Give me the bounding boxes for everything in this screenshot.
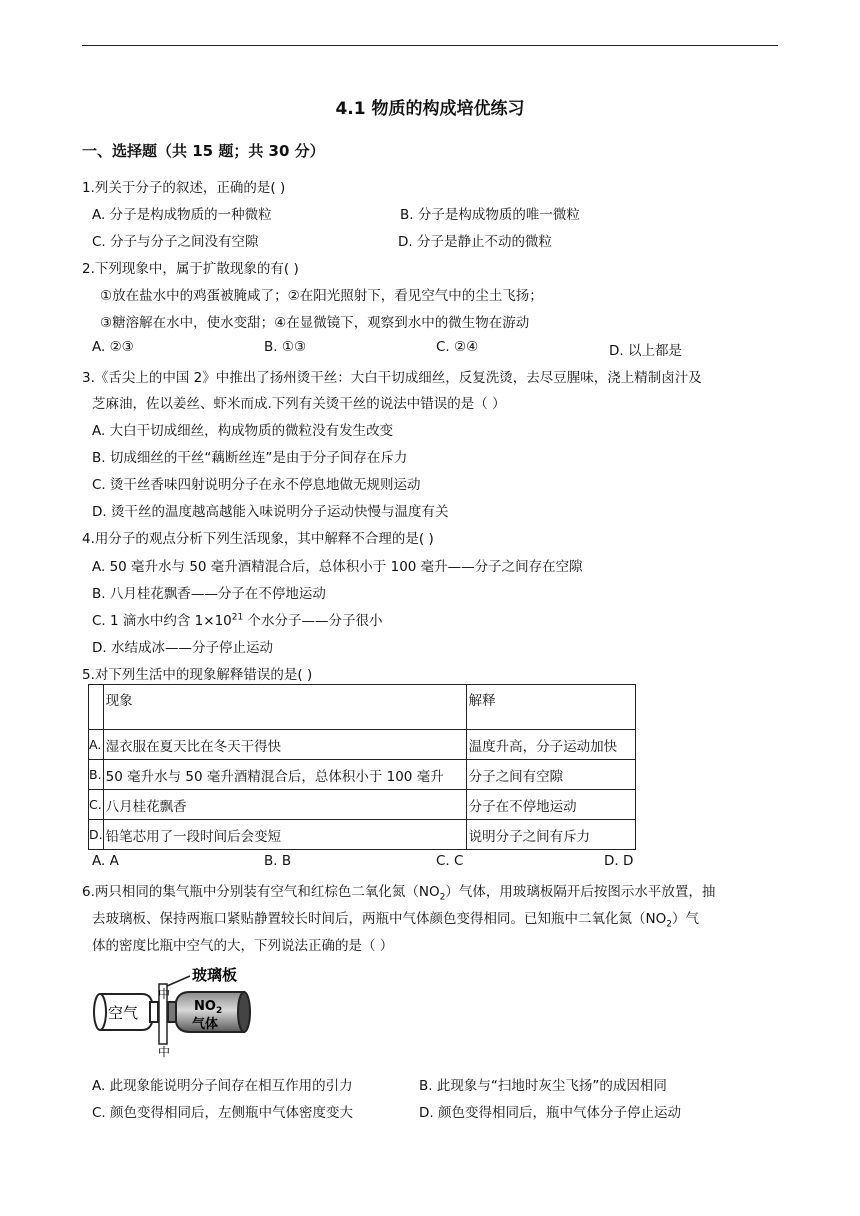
- table-row: [89, 820, 636, 850]
- q4-option-d[interactable]: D. 水结成冰——分子停止运动: [92, 640, 273, 656]
- board-mid-bottom: 中: [158, 1045, 171, 1058]
- q6-stem-text-end: ）气: [671, 911, 699, 927]
- q6-option-b[interactable]: B. 此现象与“扫地时灰尘飞扬”的成因相同: [419, 1078, 667, 1094]
- q4-option-a[interactable]: A. 50 毫升水与 50 毫升酒精混合后，总体积小于 100 毫升——分子之间存在空隙: [92, 559, 583, 575]
- q2-option-b[interactable]: B. ①③: [264, 339, 307, 355]
- q1-option-c[interactable]: C. 分子与分子之间没有空隙: [92, 234, 259, 250]
- q2-statement-2: ③糖溶解在水中，使水变甜；④在显微镜下，观察到水中的微生物在游动: [100, 315, 530, 331]
- table-row: [89, 790, 636, 820]
- row-phenomenon: 铅笔芯用了一段时间后会变短: [103, 820, 466, 850]
- q4-option-c-exponent: 21: [231, 612, 244, 623]
- q3-stem-line2: 芝麻油，佐以姜丝、虾米而成.下列有关烫干丝的说法中错误的是（ ）: [92, 396, 506, 412]
- q6-formula-subscript: 2: [439, 892, 446, 903]
- q5-option-a[interactable]: A. A: [92, 853, 119, 869]
- q3-option-a[interactable]: A. 大白干切成细丝，构成物质的微粒没有发生改变: [92, 423, 394, 439]
- q6-option-c[interactable]: C. 颜色变得相同后，左侧瓶中气体密度变大: [92, 1105, 354, 1121]
- q1-stem: 1.列关于分子的叙述，正确的是( ): [82, 180, 286, 196]
- q6-option-d[interactable]: D. 颜色变得相同后，瓶中气体分子停止运动: [419, 1105, 681, 1121]
- q5-table: [88, 684, 636, 850]
- board-pointer-line: [167, 976, 190, 986]
- no2-subscript: 2: [215, 1006, 223, 1016]
- q1-option-b[interactable]: B. 分子是构成物质的唯一微粒: [400, 207, 580, 223]
- row-explanation: 温度升高，分子运动加快: [466, 730, 635, 760]
- q6-option-a[interactable]: A. 此现象能说明分子间存在相互作用的引力: [92, 1078, 353, 1094]
- q4-option-c-text-end: 个水分子——分子很小: [243, 613, 383, 629]
- q6-stem-line2: [92, 907, 699, 930]
- q5-option-d[interactable]: D. D: [604, 853, 634, 869]
- q6-stem-text-end: ）气体，用玻璃板隔开后按图示水平放置，抽: [445, 884, 716, 900]
- row-phenomenon: 八月桂花飘香: [103, 790, 466, 820]
- gas-bottles-figure: [86, 966, 256, 1058]
- q4-option-c[interactable]: [92, 609, 383, 629]
- q3-option-d[interactable]: D. 烫干丝的温度越高越能入味说明分子运动快慢与温度有关: [92, 504, 449, 520]
- q4-option-b[interactable]: B. 八月桂花飘香——分子在不停地运动: [92, 586, 326, 602]
- q2-stem: 2.下列现象中，属于扩散现象的有( ): [82, 261, 299, 277]
- q4-option-c-text: C. 1 滴水中约含 1×10: [92, 613, 232, 629]
- gas-label: 气体: [192, 1017, 219, 1032]
- table-header-blank: [89, 685, 104, 730]
- q2-option-c[interactable]: C. ②④: [436, 339, 479, 355]
- no2-bottle: [168, 992, 250, 1032]
- header-rule: [82, 45, 778, 46]
- row-explanation: 分子之间有空隙: [466, 760, 635, 790]
- row-phenomenon: 湿衣服在夏天比在冬天干得快: [103, 730, 466, 760]
- board-label: 玻璃板: [192, 966, 238, 984]
- q6-stem-line1: [82, 880, 716, 903]
- q2-option-a[interactable]: A. ②③: [92, 339, 134, 355]
- board-mid-top: 中: [158, 987, 171, 1001]
- row-label: D.: [89, 820, 104, 850]
- section-heading: 一、选择题（共 15 题；共 30 分）: [82, 142, 325, 160]
- page-title: 4.1 物质的构成培优练习: [335, 99, 525, 119]
- q5-option-b[interactable]: B. B: [264, 853, 292, 869]
- q4-stem: 4.用分子的观点分析下列生活现象，其中解释不合理的是( ): [82, 531, 434, 547]
- row-label: B.: [89, 760, 104, 790]
- q6-stem-text: 6.两只相同的集气瓶中分别装有空气和红棕色二氧化氮（NO: [82, 884, 440, 900]
- q1-option-d[interactable]: D. 分子是静止不动的微粒: [398, 234, 552, 250]
- table-row: [89, 730, 636, 760]
- air-bottle: [94, 994, 158, 1030]
- row-label: A.: [89, 730, 104, 760]
- q6-stem-text: 去玻璃板、保持两瓶口紧贴静置较长时间后，两瓶中气体颜色变得相同。已知瓶中二氧化氮（NO: [92, 911, 667, 927]
- q6-stem-line3: 体的密度比瓶中空气的大，下列说法正确的是（ ）: [92, 938, 394, 954]
- table-row: [89, 760, 636, 790]
- q2-statement-1: ①放在盐水中的鸡蛋被腌咸了；②在阳光照射下，看见空气中的尘土飞扬；: [100, 288, 543, 304]
- table-header-explanation: 解释: [466, 685, 635, 730]
- q6-formula-subscript: 2: [666, 919, 672, 930]
- q5-option-c[interactable]: C. C: [436, 853, 464, 869]
- q5-stem: 5.对下列生活中的现象解释错误的是( ): [82, 667, 313, 683]
- table-header-row: [89, 685, 636, 730]
- row-phenomenon: 50 毫升水与 50 毫升酒精混合后，总体积小于 100 毫升: [103, 760, 466, 790]
- q3-option-c[interactable]: C. 烫干丝香味四射说明分子在永不停息地做无规则运动: [92, 477, 421, 493]
- row-explanation: 分子在不停地运动: [466, 790, 635, 820]
- table-header-phenomenon: 现象: [103, 685, 466, 730]
- row-explanation: 说明分子之间有斥力: [466, 820, 635, 850]
- q3-option-b[interactable]: B. 切成细丝的干丝“藕断丝连”是由于分子间存在斥力: [92, 450, 408, 466]
- row-label: C.: [89, 790, 104, 820]
- no2-text: NO: [194, 999, 216, 1014]
- q3-stem-line1: 3.《舌尖上的中国 2》中推出了扬州烫干丝：大白干切成细丝，反复洗烫，去尽豆腥味，浇上精制卤汁及: [82, 370, 702, 386]
- air-label: 空气: [108, 1004, 139, 1022]
- q2-option-d[interactable]: D. 以上都是: [609, 343, 682, 359]
- q1-option-a[interactable]: A. 分子是构成物质的一种微粒: [92, 207, 272, 223]
